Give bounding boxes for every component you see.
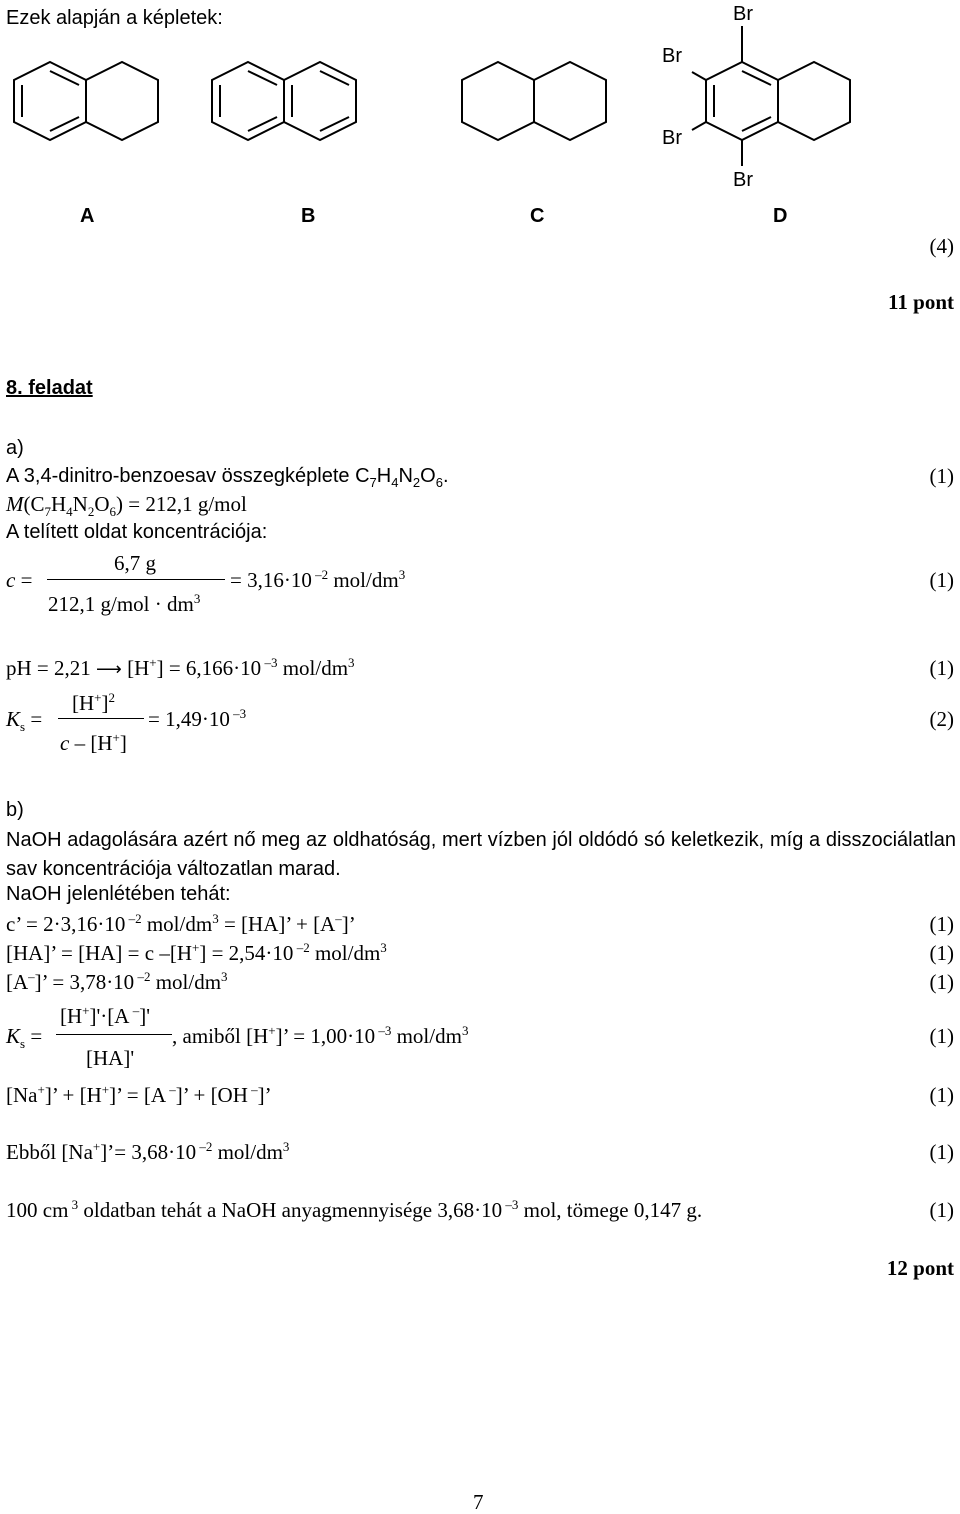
na-result: Ebből [Na+]’= 3,68·10 $^{-2}$ mol/$dm^3$ xyxy=(6,1139,290,1164)
molar-mass-line: $M(C_7H_4N_2O_6) = 212,1$ g/mol xyxy=(6,492,247,520)
br-label-bottom: Br xyxy=(733,169,753,191)
ks-numerator: $[H^+]^2$ xyxy=(72,690,116,715)
br-label-upper-left: Br xyxy=(662,45,682,67)
points-b3: (1) xyxy=(929,970,954,994)
structures-points: (4) xyxy=(929,234,954,258)
c-prime-line: c’ = 2·3,16·10 $^{-2}$ mol/$dm^3 = [HA]$’ + [A–]’ xyxy=(6,911,356,936)
points-b1: (1) xyxy=(929,912,954,936)
ph-line: pH = 2,21 ⟶ [H+] = 6,166·10 $^{-3}$ mol/$dm^3$ xyxy=(6,655,355,680)
ks2-fraction-line xyxy=(56,1034,172,1035)
part-a-label: a) xyxy=(6,437,24,459)
points-b4: (1) xyxy=(929,1024,954,1048)
c-result: = 3,16·10 $^{-2}$ mol/$dm^3$ xyxy=(230,567,406,592)
ks-label: $K_s$ = xyxy=(6,707,43,735)
total-points: 12 pont xyxy=(886,1256,954,1280)
formula-line: A 3,4-dinitro-benzoesav összegképlete $C_7H_4N_2O_6$. xyxy=(6,465,449,490)
intro-text: Ezek alapján a képletek: xyxy=(6,7,223,29)
ks-fraction-line xyxy=(58,718,144,719)
naoh-presence: NaOH jelenlétében tehát: xyxy=(6,883,231,905)
c-numerator: 6,7 g xyxy=(114,551,156,575)
chemical-structures xyxy=(0,0,960,240)
ks2-denominator: [HA]' xyxy=(86,1046,135,1070)
c-fraction-line xyxy=(47,579,225,580)
sat-conc-label: A telített oldat koncentrációja: xyxy=(6,521,268,543)
points-ph: (1) xyxy=(929,656,954,680)
task-title: 8. feladat xyxy=(6,377,93,399)
charge-balance: [Na+]’ + [H+]’ = [A –]’ + [OH –]’ xyxy=(6,1082,272,1107)
ha-line: [HA]’ = [HA] = c –[H+] = 2,54·10 $^{-2}$ mol/$dm^3$ xyxy=(6,940,387,965)
structure-label-d: D xyxy=(773,205,788,227)
br-label-top: Br xyxy=(733,3,753,25)
points-b6: (1) xyxy=(929,1140,954,1164)
points-formula: (1) xyxy=(929,464,954,488)
c-equals: c = xyxy=(6,568,33,592)
c-denominator: 212,1 $g/mol \cdot dm^3$ xyxy=(48,591,201,616)
final-line: 100 cm $^3$ oldatban tehát a NaOH anyagmennyisége 3,68·10 $^{-3}$ mol, tömege 0,147 g. xyxy=(6,1197,703,1222)
points-c: (1) xyxy=(929,568,954,592)
ks2-label: $K_s$ = xyxy=(6,1024,43,1052)
structure-label-b: B xyxy=(301,205,316,227)
part-b-paragraph: NaOH adagolására azért nő meg az oldhatóság, mert vízben jól oldódó só keletkezik, míg a disszociálatlan sav koncentrációja változatlan marad. xyxy=(6,829,956,880)
structure-label-c: C xyxy=(530,205,545,227)
points-b7: (1) xyxy=(929,1198,954,1222)
ks-result: = 1,49·10 $^{-3}$ xyxy=(148,706,247,731)
points-b5: (1) xyxy=(929,1083,954,1107)
part-b-label: b) xyxy=(6,799,24,821)
points-b2: (1) xyxy=(929,941,954,965)
points-ks: (2) xyxy=(929,707,954,731)
page-number: 7 xyxy=(473,1490,484,1514)
structure-label-a: A xyxy=(80,205,95,227)
a-minus-line: [A–]’ = 3,78·10 $^{-2}$ mol/$dm^3$ xyxy=(6,969,228,994)
ks-denominator: c – [H+] xyxy=(60,730,127,755)
br-label-lower-left: Br xyxy=(662,127,682,149)
ks2-result: , amiből [H+]’ = 1,00·10 $^{-3}$ mol/$dm^3$ xyxy=(172,1023,469,1048)
ks2-numerator: [H+]'·[A –]' xyxy=(60,1003,150,1028)
prev-total-points: 11 pont xyxy=(888,290,954,314)
